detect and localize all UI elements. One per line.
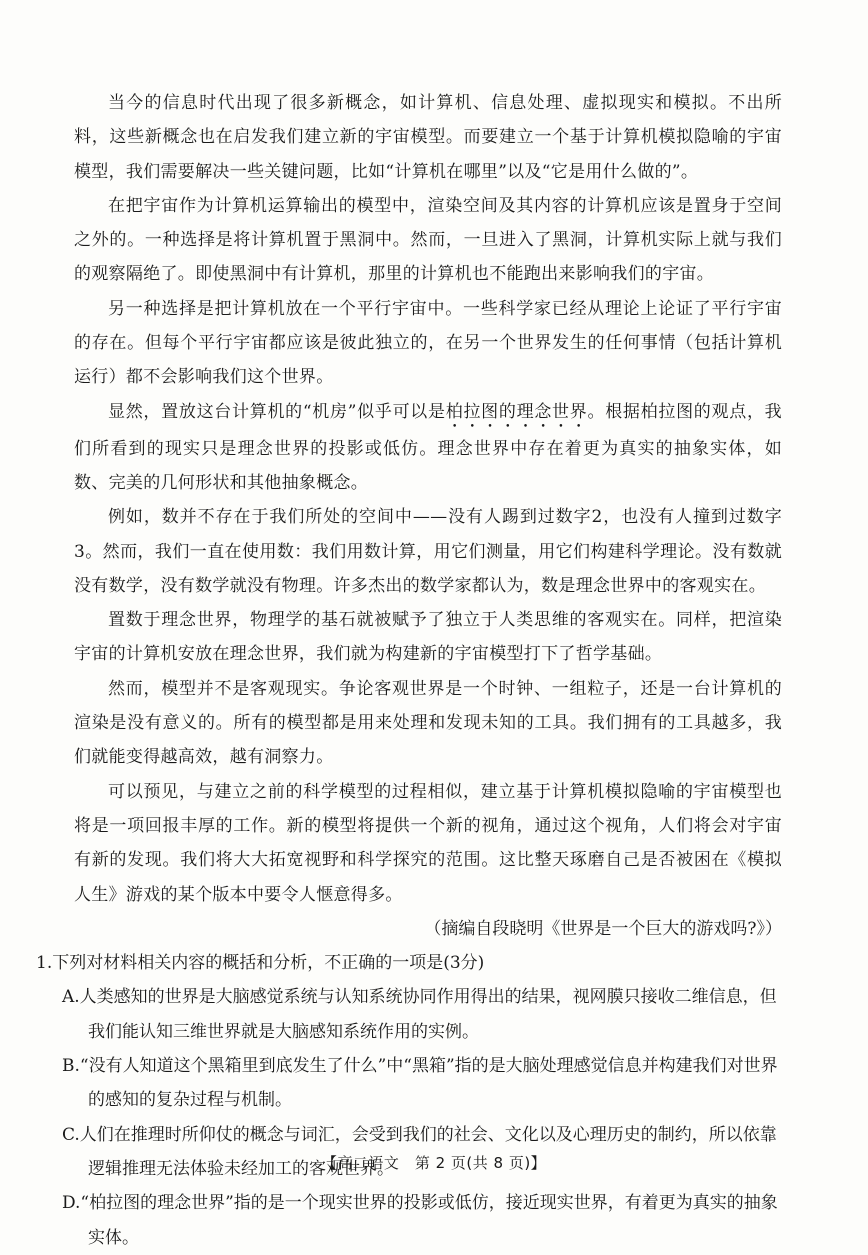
reading-passage [74,86,782,946]
passage-paragraph-4 [74,395,782,501]
question-1 [36,946,782,1255]
option-a: A.人类感知的世界是大脑感觉系统与认知系统协同作用得出的结果，视网膜只接收二维信息，但我们能认知三维世界就是大脑感知系统作用的实例。 [62,987,777,1042]
passage-paragraph-2: 在把宇宙作为计算机运算输出的模型中，渲染空间及其内容的计算机应该是置身于空间之外的。一种选择是将计算机置于黑洞中。然而，一旦进入了黑洞，计算机实际上就与我们的观察隔绝了。即使黑洞中有计算机，那里的计算机也不能跑出来影响我们的宇宙。 [74,195,782,285]
para4-after: 。根据柏拉图的观点，我们所看到的现实只是理念世界的投影或低仿。理念世界中存在着更为真实的抽象实体，如数、完美的几何形状和其他抽象概念。 [74,401,782,493]
passage-paragraph-3: 另一种选择是把计算机放在一个平行宇宙中。一些科学家已经从理论上论证了平行宇宙的存在。但每个平行宇宙都应该是彼此独立的，在另一个世界发生的任何事情（包括计算机运行）都不会影响我们这个世界。 [74,298,782,388]
option-b: B.“没有人知道这个黑箱里到底发生了什么”中“黑箱”指的是大脑处理感觉信息并构建我们对世界的感知的复杂过程与机制。 [62,1056,778,1111]
passage-paragraph-7: 然而，模型并不是客观现实。争论客观世界是一个时钟、一组粒子，还是一台计算机的渲染是没有意义的。所有的模型都是用来处理和发现未知的工具。我们拥有的工具越多，我们就能变得越高效，越有洞察力。 [74,678,782,768]
passage-paragraph-1: 当今的信息时代出现了很多新概念，如计算机、信息处理、虚拟现实和模拟。不出所料，这些新概念也在启发我们建立新的宇宙模型。而要建立一个基于计算机模拟隐喻的宇宙模型，我们需要解决一些关键问题，比如“计算机在哪里”以及“它是用什么做的”。 [74,93,782,182]
passage-paragraph-5: 例如，数并不存在于我们所处的空间中——没有人踢到过数字2，也没有人撞到过数字3。然而，我们一直在使用数：我们用数计算，用它们测量，用它们构建科学理论。没有数就没有数学，没有数学就没有物理。许多杰出的数学家都认为，数是理念世界中的客观实在。 [74,507,782,596]
option-d: D.“柏拉图的理念世界”指的是一个现实世界的投影或低仿，接近现实世界，有着更为真实的抽象实体。 [62,1193,778,1248]
passage-paragraph-8: 可以预见，与建立之前的科学模型的过程相似，建立基于计算机模拟隐喻的宇宙模型也将是一项回报丰厚的工作。新的模型将提供一个新的视角，通过这个视角，人们将会对宇宙有新的发现。我们将大大拓宽视野和科学探究的范围。这比整天琢磨自己是否被困在《模拟人生》游戏的某个版本中要令人惬意得多。 [74,781,782,905]
page-footer: 【高二语文 第 2 页(共 8 页)】 [321,1154,547,1172]
passage-source: （摘编自段晓明《世界是一个巨大的游戏吗?》） [424,918,782,939]
option-c: C.人们在推理时所仰仗的概念与词汇，会受到我们的社会、文化以及心理历史的制约，所以依靠逻辑推理无法体验未经加工的客观世界。 [62,1124,777,1179]
para4-before: 显然，置放这台计算机的“机房”似乎可以是 [108,401,446,422]
emphasized-term: 柏拉图的理念世界 [445,401,588,422]
question-stem: 1.下列对材料相关内容的概括和分析，不正确的一项是(3分) [36,953,485,974]
passage-paragraph-6: 置数于理念世界，物理学的基石就被赋予了独立于人类思维的客观实在。同样，把渲染宇宙的计算机安放在理念世界，我们就为构建新的宇宙模型打下了哲学基础。 [74,610,782,665]
